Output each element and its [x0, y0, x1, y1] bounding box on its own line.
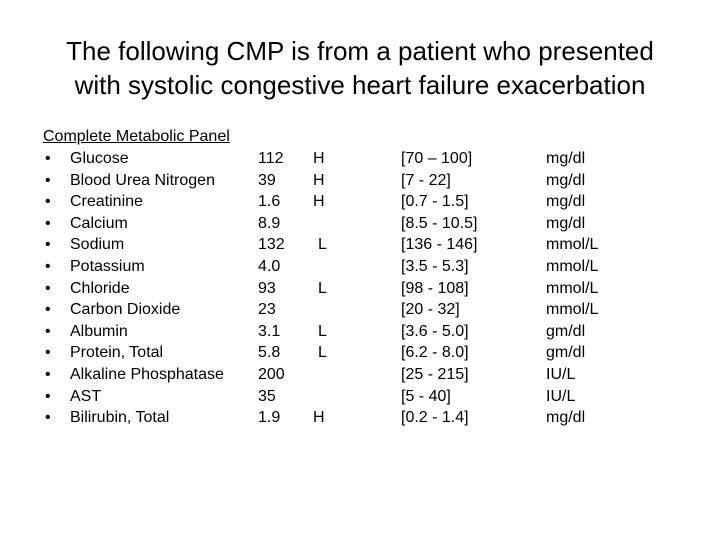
reference-range: [3.6 - 5.0]: [401, 322, 469, 340]
test-unit: mg/dl: [546, 193, 586, 211]
test-name: Chloride: [70, 279, 130, 297]
bullet-point: •: [45, 214, 51, 232]
lab-result-row: [0, 321, 720, 343]
abnormal-flag: L: [318, 279, 327, 297]
abnormal-flag: H: [313, 150, 325, 167]
test-name: Albumin: [70, 322, 128, 340]
lab-result-row: [0, 278, 720, 300]
lab-result-row: [0, 234, 720, 256]
lab-result-row: [0, 148, 720, 170]
test-value: 23: [258, 301, 276, 319]
test-unit: IU/L: [546, 387, 576, 405]
test-name: Protein, Total: [70, 344, 164, 362]
test-unit: mmol/L: [546, 236, 599, 254]
abnormal-flag: H: [313, 171, 325, 189]
lab-result-row: [0, 386, 720, 408]
test-value: 3.1: [258, 322, 281, 340]
test-unit: mmol/L: [546, 257, 599, 275]
test-value: 132: [258, 236, 285, 254]
abnormal-flag: L: [318, 236, 327, 254]
test-value: 8.9: [258, 214, 281, 232]
test-unit: IU/L: [546, 365, 576, 383]
abnormal-flag: L: [318, 322, 327, 340]
reference-range: [7 - 22]: [401, 171, 451, 189]
test-unit: gm/dl: [546, 344, 586, 362]
bullet-point: •: [45, 193, 51, 211]
reference-range: [136 - 146]: [401, 236, 478, 254]
test-value: 1.6: [258, 193, 281, 211]
test-unit: mmol/L: [546, 301, 599, 319]
reference-range: [25 - 215]: [401, 365, 469, 383]
reference-range: [8.5 - 10.5]: [401, 214, 478, 232]
lab-result-row: [0, 170, 720, 192]
test-name: Carbon Dioxide: [70, 301, 181, 319]
test-name: Creatinine: [70, 193, 143, 211]
bullet-point: •: [45, 236, 51, 254]
test-unit: mg/dl: [546, 150, 586, 167]
abnormal-flag: L: [318, 344, 327, 362]
test-value: 200: [258, 365, 285, 383]
test-value: 1.9: [258, 409, 281, 427]
reference-range: [98 - 108]: [401, 279, 469, 297]
title-line-2: with systolic congestive heart failure exacerbation: [74, 70, 646, 100]
lab-result-row: [0, 299, 720, 321]
panel-heading: Complete Metabolic Panel: [43, 128, 230, 145]
test-name: Calcium: [70, 214, 128, 232]
test-value: 93: [258, 279, 276, 297]
test-unit: mg/dl: [546, 214, 586, 232]
lab-result-row: [0, 407, 720, 429]
lab-result-row: [0, 342, 720, 364]
abnormal-flag: H: [313, 193, 325, 211]
lab-result-row: [0, 213, 720, 235]
lab-result-row: [0, 256, 720, 278]
test-unit: mg/dl: [546, 171, 586, 189]
bullet-point: •: [45, 365, 51, 383]
lab-result-row: [0, 364, 720, 386]
title-line-1: The following CMP is from a patient who presented: [66, 36, 654, 66]
lab-results-list: [0, 148, 720, 429]
test-unit: mmol/L: [546, 279, 599, 297]
bullet-point: •: [45, 279, 51, 297]
bullet-point: •: [45, 171, 51, 189]
test-value: 39: [258, 171, 276, 189]
test-name: Glucose: [70, 150, 129, 167]
test-unit: mg/dl: [546, 409, 586, 427]
test-value: 5.8: [258, 344, 281, 362]
reference-range: [6.2 - 8.0]: [401, 344, 469, 362]
reference-range: [3.5 - 5.3]: [401, 257, 469, 275]
reference-range: [70 – 100]: [401, 150, 473, 167]
test-name: Bilirubin, Total: [70, 409, 170, 427]
bullet-point: •: [45, 257, 51, 275]
bullet-point: •: [45, 387, 51, 405]
slide-title: [0, 34, 720, 102]
test-unit: gm/dl: [546, 322, 586, 340]
test-name: Alkaline Phosphatase: [70, 365, 224, 383]
reference-range: [20 - 32]: [401, 301, 460, 319]
bullet-point: •: [45, 150, 51, 167]
bullet-point: •: [45, 301, 51, 319]
test-value: 112: [258, 150, 284, 167]
reference-range: [5 - 40]: [401, 387, 451, 405]
bullet-point: •: [45, 409, 51, 427]
test-value: 4.0: [258, 257, 281, 275]
bullet-point: •: [45, 322, 51, 340]
test-name: Sodium: [70, 236, 125, 254]
test-value: 35: [258, 387, 276, 405]
reference-range: [0.2 - 1.4]: [401, 409, 469, 427]
abnormal-flag: H: [313, 409, 325, 427]
test-name: Blood Urea Nitrogen: [70, 171, 215, 189]
test-name: AST: [70, 387, 102, 405]
reference-range: [0.7 - 1.5]: [401, 193, 469, 211]
test-name: Potassium: [70, 257, 145, 275]
lab-result-row: [0, 191, 720, 213]
bullet-point: •: [45, 344, 51, 362]
